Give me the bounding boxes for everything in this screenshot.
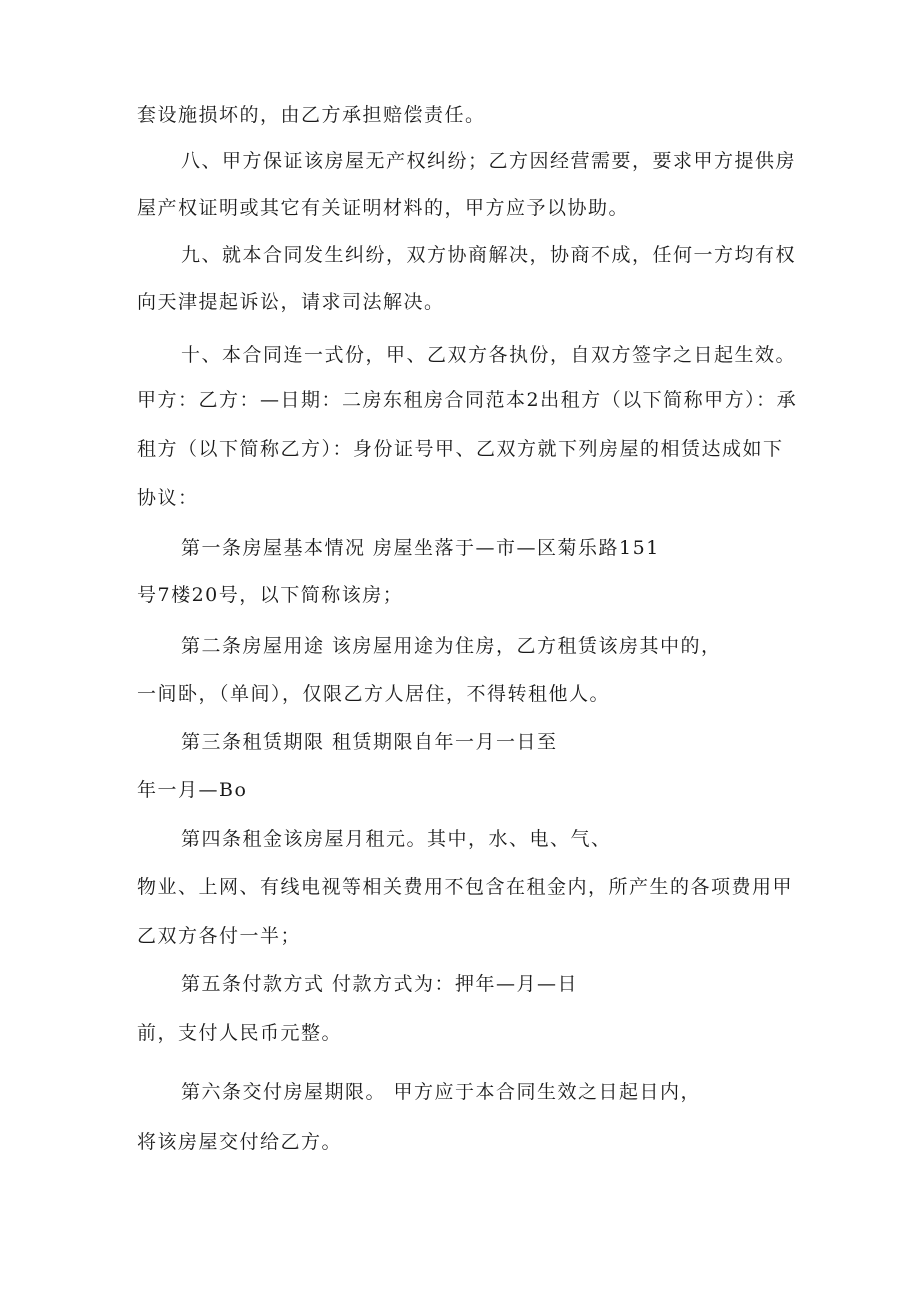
text-line: 租方（以下简称乙方）：身份证号甲、乙双方就下列房屋的相赁达成如下: [137, 438, 784, 460]
text-line: 乙双方各付一半；: [137, 925, 302, 947]
text-line: 向天津提起诉讼，请求司法解决。: [137, 291, 445, 313]
text-line: 一间卧，（单间），仅限乙方人居住，不得转租他人。: [137, 683, 611, 705]
text-line: 十、本合同连一式份，甲、乙双方各执份，自双方签字之日起生效。: [181, 344, 797, 366]
text-line: 年一月—Bo: [137, 779, 248, 801]
text-line: 协议：: [137, 487, 199, 509]
text-line: 屋产权证明或其它有关证明材料的，甲方应予以协助。: [137, 197, 630, 219]
text-line: 第三条租赁期限 租赁期限自年一月一日至: [181, 731, 558, 753]
text-line: 前，支付人民币元整。: [137, 1022, 343, 1044]
text-line: 将该房屋交付给乙方。: [137, 1131, 343, 1153]
text-line: 套设施损坏的，由乙方承担赔偿责任。: [137, 104, 486, 126]
text-line: 物业、上网、有线电视等相关费用不包含在租金内，所产生的各项费用甲: [137, 876, 794, 898]
text-line: 第二条房屋用途 该房屋用途为住房，乙方租赁该房其中的，: [181, 635, 722, 657]
text-line: 第一条房屋基本情况 房屋坐落于—市—区菊乐路151: [181, 537, 660, 559]
text-line: 第四条租金该房屋月租元。其中，水、电、气、: [181, 828, 612, 850]
text-line: 甲方：乙方：—日期：二房东租房合同范本2出租方（以下简称甲方）：承: [137, 389, 798, 411]
text-line: 八、甲方保证该房屋无产权纠纷；乙方因经营需要，要求甲方提供房: [181, 150, 797, 172]
text-line: 第六条交付房屋期限。 甲方应于本合同生效之日起日内，: [181, 1081, 702, 1103]
text-line: 号7楼20号，以下简称该房；: [137, 584, 404, 606]
text-line: 第五条付款方式 付款方式为：押年—月—日: [181, 973, 579, 995]
text-line: 九、就本合同发生纠纷，双方协商解决，协商不成，任何一方均有权: [181, 244, 797, 266]
